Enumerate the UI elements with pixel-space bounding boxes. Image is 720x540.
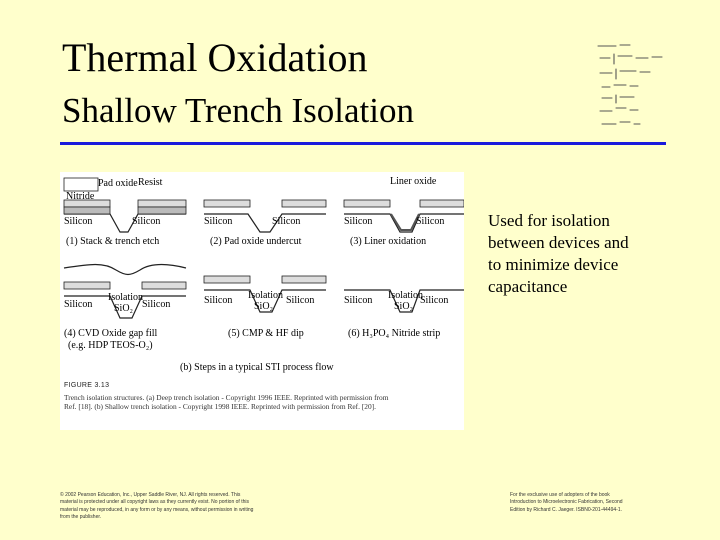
body-line: between devices and xyxy=(488,233,629,252)
label-silicon: Silicon xyxy=(64,216,93,227)
panel-step-2 xyxy=(204,200,326,247)
step-label: (3) Liner oxidation xyxy=(350,236,427,247)
copyright-line: from the publisher. xyxy=(60,514,102,521)
label-pad-oxide: Pad oxide xyxy=(98,178,138,189)
label-silicon: Silicon xyxy=(286,295,315,306)
label-isolation: Isolation xyxy=(108,292,143,303)
label-silicon: Silicon xyxy=(272,216,301,227)
book-line: Introduction to Microelectronic Fabrication, Second xyxy=(510,499,623,506)
label-nitride: Nitride xyxy=(66,191,95,202)
panel-step-6 xyxy=(344,290,464,339)
flow-caption: (b) Steps in a typical STI process flow xyxy=(180,362,334,373)
label-silicon: Silicon xyxy=(142,299,171,310)
book-line: Edition by Richard C. Jaeger. ISBN0-201-44494-1. xyxy=(510,506,623,513)
label-silicon: Silicon xyxy=(416,216,445,227)
figure-number: FIGURE 3.13 xyxy=(64,382,110,389)
body-line: Used for isolation xyxy=(488,211,610,230)
label-sio2: SiO₂ xyxy=(254,301,274,312)
step-label: (6) H₃PO₄ Nitride strip xyxy=(348,328,441,339)
label-silicon: Silicon xyxy=(204,216,233,227)
panel-step-1 xyxy=(64,177,186,247)
step-label: (2) Pad oxide undercut xyxy=(210,236,302,247)
slide-subtitle: Shallow Trench Isolation xyxy=(62,91,414,130)
caption-line: Ref. [18]. (b) Shallow trench isolation - Copyright 1998 IEEE. Reprinted with permission from Ref. [20]. xyxy=(64,402,376,412)
formula-thumbnail xyxy=(596,40,668,140)
label-liner-oxide: Liner oxide xyxy=(390,176,437,187)
step-label: (5) CMP & HF dip xyxy=(228,328,304,339)
panel-step-5 xyxy=(204,276,326,339)
body-line: to minimize device xyxy=(488,255,619,274)
book-notice xyxy=(510,492,623,514)
copyright-line: material is protected under all copyright laws as they currently exist. No portion of this xyxy=(60,499,249,506)
label-resist: Resist xyxy=(138,177,163,188)
copyright-line: © 2002 Pearson Education, Inc., Upper Saddle River, NJ. All rights reserved. This xyxy=(60,492,241,498)
step-label: (4) CVD Oxide gap fill xyxy=(64,328,158,339)
panel-step-4 xyxy=(64,265,186,352)
caption-line: Trench isolation structures. (a) Deep trench isolation - Copyright 1996 IEEE. Reprinted with permission from xyxy=(64,393,389,402)
label-isolation: Isolation xyxy=(248,290,283,301)
label-silicon: Silicon xyxy=(132,216,161,227)
body-line: capacitance xyxy=(488,277,568,296)
slide-title: Thermal Oxidation xyxy=(62,35,368,80)
step-label: (1) Stack & trench etch xyxy=(66,236,160,247)
label-isolation: Isolation xyxy=(388,290,423,301)
step-label: (e.g. HDP TEOS-O₂) xyxy=(68,340,153,351)
label-sio2: SiO₂ xyxy=(114,303,134,314)
label-silicon: Silicon xyxy=(420,295,449,306)
body-text xyxy=(488,210,678,298)
panel-step-3 xyxy=(344,176,464,247)
sti-process-diagram xyxy=(60,172,464,378)
label-silicon: Silicon xyxy=(64,299,93,310)
copyright-notice xyxy=(60,492,253,522)
book-line: For the exclusive use of adopters of the book xyxy=(510,492,610,498)
sti-figure xyxy=(60,172,464,430)
label-silicon: Silicon xyxy=(344,295,373,306)
title-divider xyxy=(60,142,666,145)
label-silicon: Silicon xyxy=(344,216,373,227)
label-sio2: SiO₂ xyxy=(394,301,414,312)
figure-caption xyxy=(64,393,460,412)
copyright-line: material may be reproduced, in any form or by any means, without permission in writing xyxy=(60,506,254,513)
label-silicon: Silicon xyxy=(204,295,233,306)
